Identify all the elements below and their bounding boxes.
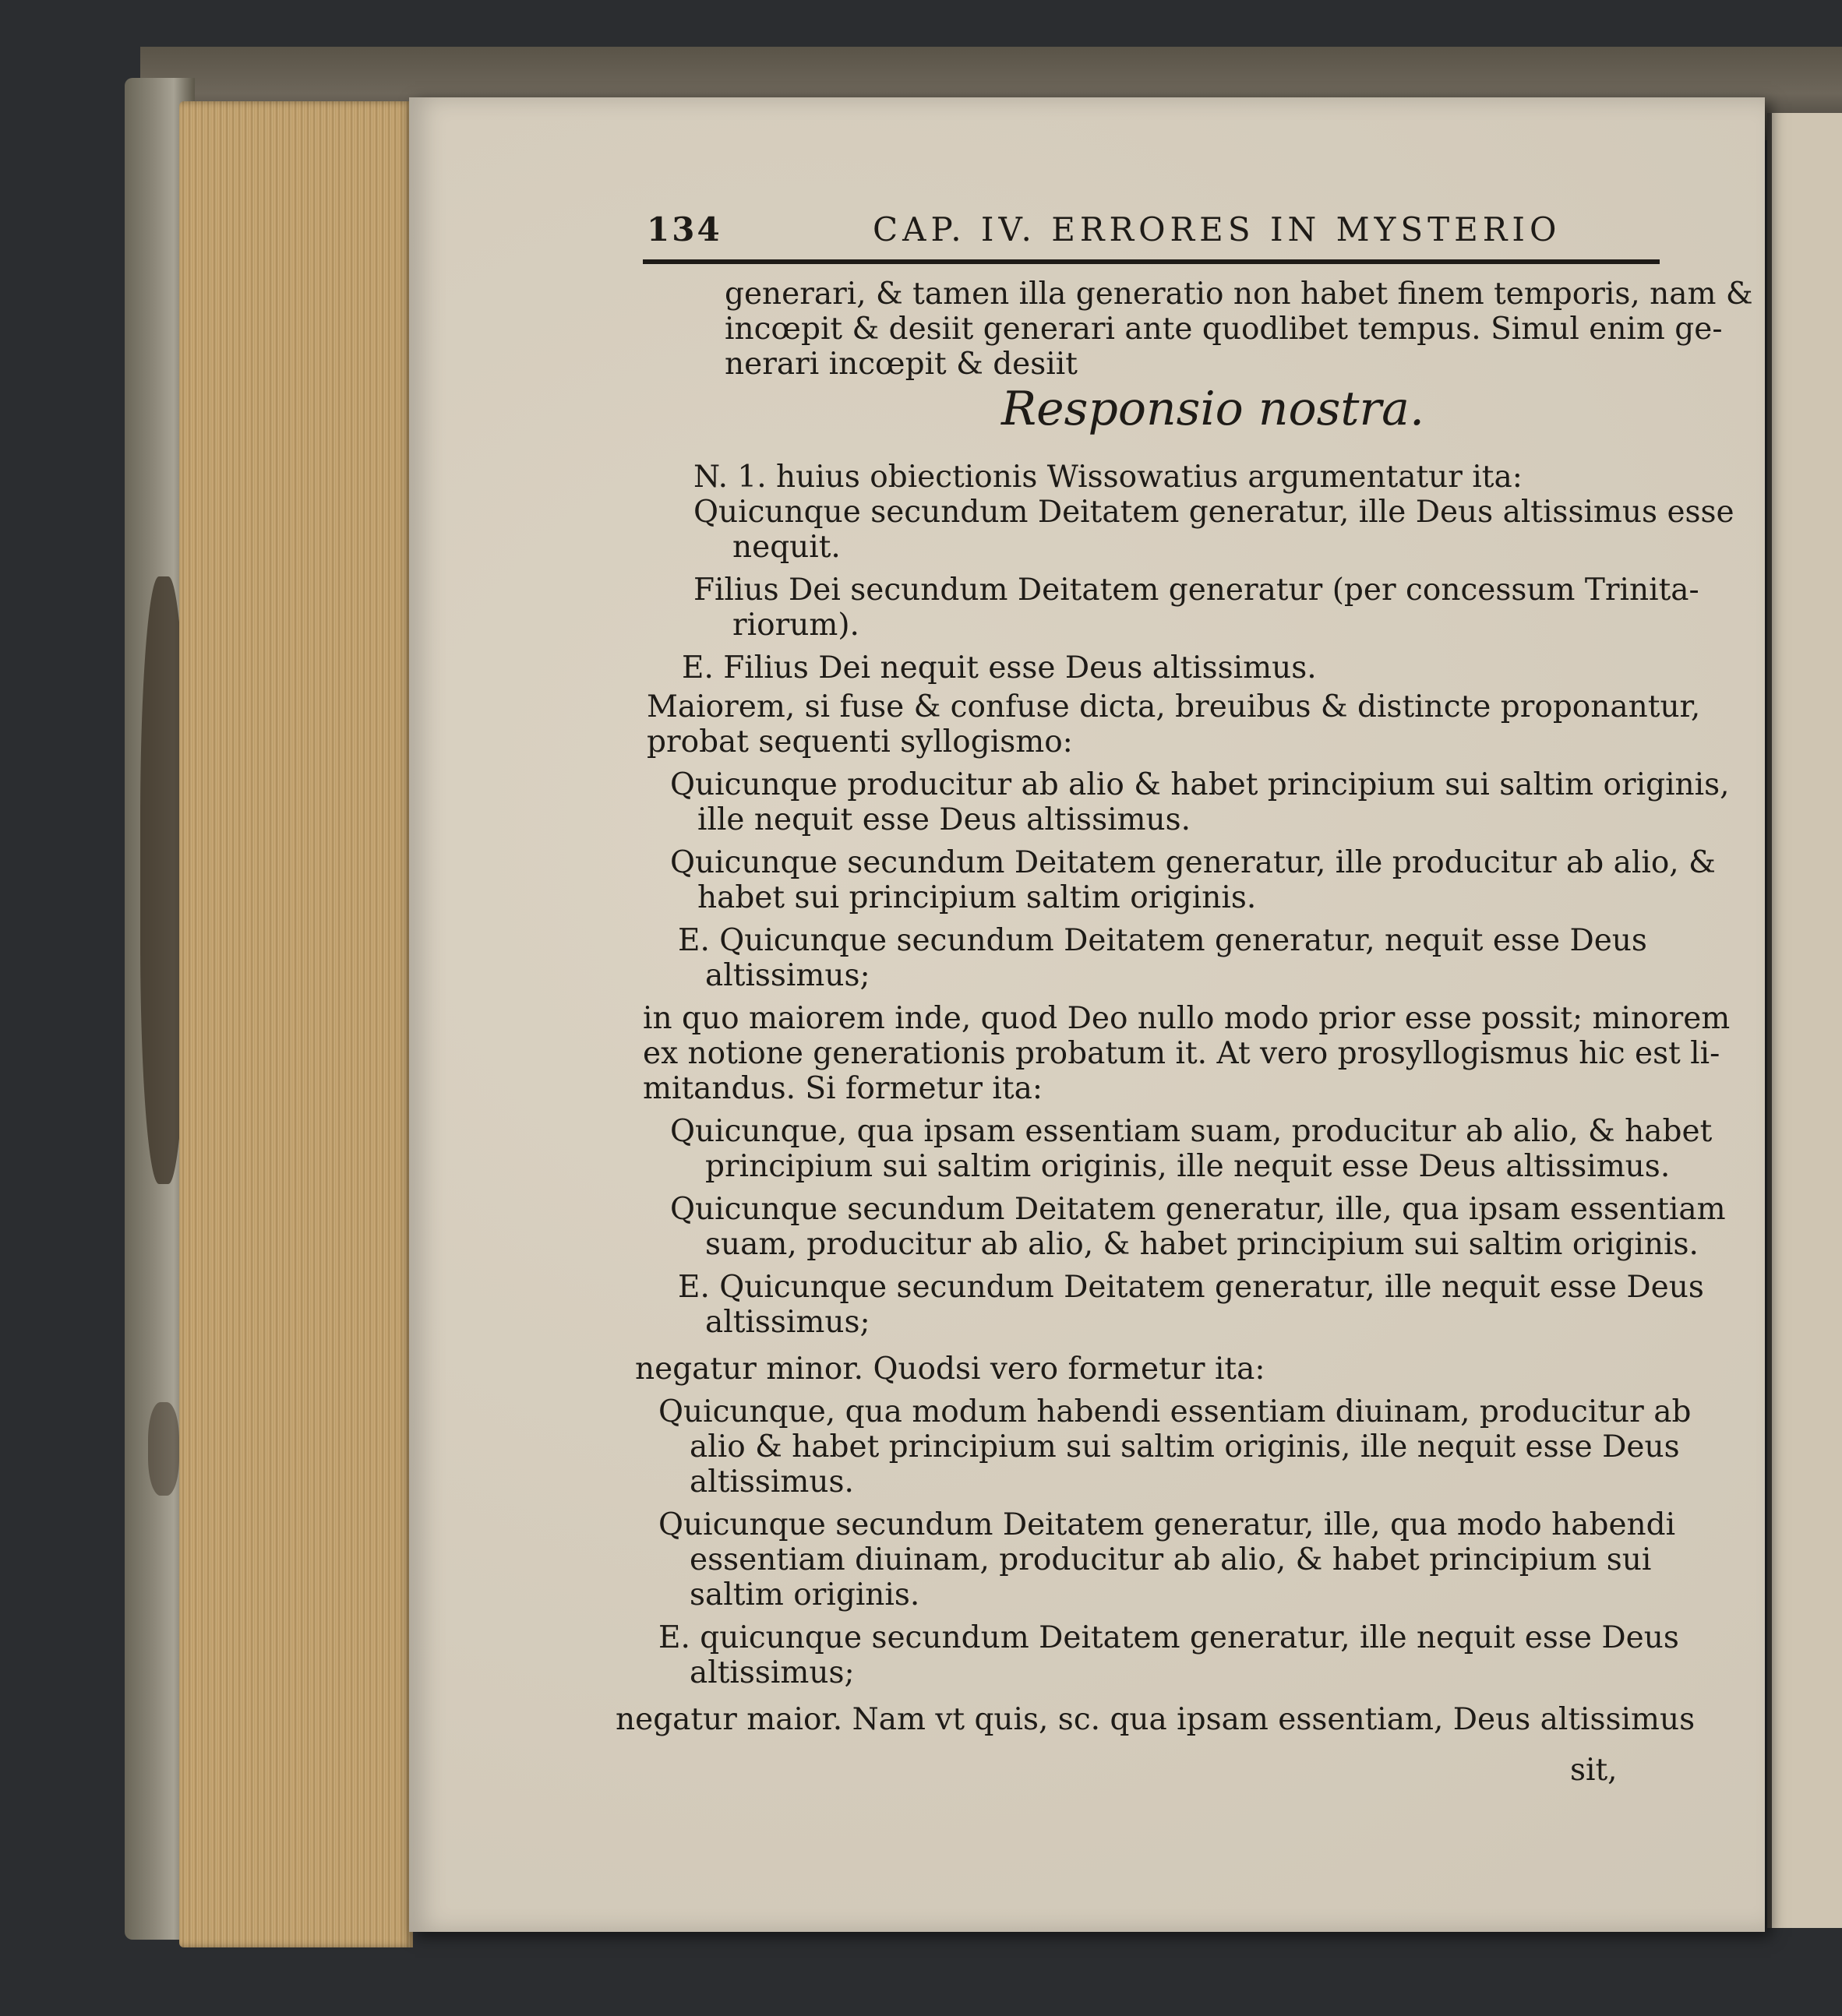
text-line: ex notione generationis probatum it. At vero prosyllogismus hic est li- <box>643 1036 1720 1071</box>
page-block-edge <box>179 101 413 1947</box>
text-line: ille nequit esse Deus altissimus. <box>697 802 1191 837</box>
text-line: E. Quicunque secundum Deitatem generatur, nequit esse Deus <box>678 923 1647 958</box>
text-line: Filius Dei secundum Deitatem generatur (per concessum Trinita- <box>693 573 1699 608</box>
text-line: habet sui principium saltim originis. <box>697 880 1257 915</box>
text-line: altissimus. <box>690 1464 854 1500</box>
text-line: E. Quicunque secundum Deitatem generatur, ille nequit esse Deus <box>678 1270 1704 1305</box>
text-line: Quicunque producitur ab alio & habet principium sui saltim originis, <box>670 767 1730 802</box>
text-line: riorum). <box>732 608 859 643</box>
text-line: altissimus; <box>705 958 870 993</box>
header-rule <box>643 259 1660 264</box>
book-page <box>409 97 1765 1932</box>
text-line: principium sui saltim originis, ille nequit esse Deus altissimus. <box>705 1149 1671 1184</box>
running-title: CAP. IV. ERRORES IN MYSTERIO <box>873 210 1561 248</box>
catchword: sit, <box>1570 1753 1618 1788</box>
section-heading: Responsio nostra. <box>1001 382 1425 436</box>
text-line: Quicunque secundum Deitatem generatur, ille producitur ab alio, & <box>670 845 1716 880</box>
text-line: nequit. <box>732 530 841 565</box>
text-line: in quo maiorem inde, quod Deo nullo modo prior esse possit; minorem <box>643 1001 1731 1036</box>
text-line: Quicunque secundum Deitatem generatur, ille, qua ipsam essentiam <box>670 1192 1726 1227</box>
text-line: essentiam diuinam, producitur ab alio, & habet principium sui <box>690 1542 1652 1577</box>
text-line: N. 1. huius obiectionis Wissowatius argumentatur ita: <box>693 460 1523 495</box>
text-line: E. quicunque secundum Deitatem generatur, ille nequit esse Deus <box>658 1620 1679 1655</box>
text-line: Maiorem, si fuse & confuse dicta, breuibus & distincte proponantur, <box>647 689 1701 724</box>
text-line: E. Filius Dei nequit esse Deus altissimus. <box>682 650 1317 686</box>
text-line: altissimus; <box>705 1305 870 1340</box>
text-line: alio & habet principium sui saltim originis, ille nequit esse Deus <box>690 1429 1680 1464</box>
text-line: altissimus; <box>690 1655 855 1690</box>
text-line: probat sequenti syllogismo: <box>647 724 1073 760</box>
text-line: Quicunque secundum Deitatem generatur, ille, qua modo habendi <box>658 1507 1676 1542</box>
text-line: saltim originis. <box>690 1577 920 1612</box>
facing-page-edge <box>1767 113 1842 1928</box>
text-line: incœpit & desiit generari ante quodlibet tempus. Simul enim ge- <box>725 312 1723 347</box>
text-line: negatur maior. Nam vt quis, sc. qua ipsam essentiam, Deus altissimus <box>616 1702 1696 1737</box>
text-line: suam, producitur ab alio, & habet principium sui saltim originis. <box>705 1227 1699 1262</box>
text-line: mitandus. Si formetur ita: <box>643 1071 1043 1106</box>
text-line: Quicunque, qua ipsam essentiam suam, producitur ab alio, & habet <box>670 1114 1713 1149</box>
text-line: generari, & tamen illa generatio non habet finem temporis, nam & <box>725 277 1753 312</box>
text-line: Quicunque, qua modum habendi essentiam diuinam, producitur ab <box>658 1394 1692 1429</box>
cover-wear-stain <box>148 1402 179 1496</box>
page-number: 134 <box>647 210 722 248</box>
text-line: Quicunque secundum Deitatem generatur, ille Deus altissimus esse <box>693 495 1734 530</box>
text-line: nerari incœpit & desiit <box>725 347 1078 382</box>
text-line: negatur minor. Quodsi vero formetur ita: <box>635 1352 1265 1387</box>
